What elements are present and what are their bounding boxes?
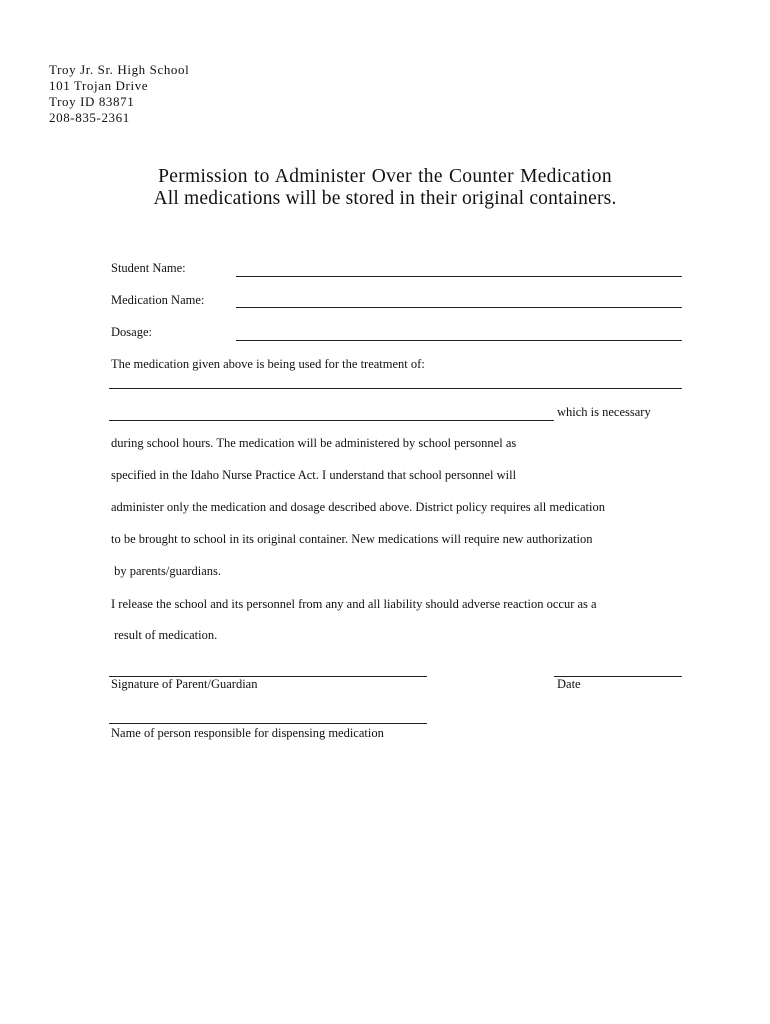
dispenser-line[interactable]: [109, 723, 427, 724]
treatment-line-2[interactable]: [109, 420, 554, 421]
student-name-label: Student Name:: [111, 261, 186, 275]
parent-signature-label: Signature of Parent/Guardian: [111, 677, 258, 691]
school-street: 101 Trojan Drive: [49, 78, 149, 93]
body-line-2: specified in the Idaho Nurse Practice Act. I understand that school personnel will: [111, 468, 517, 482]
form-title: Permission to Administer Over the Counter Medication: [158, 166, 612, 187]
dosage-line[interactable]: [236, 340, 682, 341]
student-name-line[interactable]: [236, 276, 682, 277]
body-line-3: administer only the medication and dosage described above. District policy requires all medication: [111, 500, 605, 514]
school-phone: 208-835-2361: [49, 110, 130, 125]
medication-name-label: Medication Name:: [111, 293, 205, 307]
body-line-4: to be brought to school in its original container. New medications will require new authorization: [111, 532, 593, 546]
school-name: Troy Jr. Sr. High School: [49, 62, 190, 77]
dispenser-label: Name of person responsible for dispensing medication: [111, 726, 384, 740]
necessary-suffix: which is necessary: [557, 405, 651, 419]
medication-name-line[interactable]: [236, 307, 682, 308]
body-line-5: by parents/guardians.: [111, 564, 222, 578]
treatment-line-1[interactable]: [109, 388, 682, 389]
date-label: Date: [557, 677, 581, 691]
treatment-intro: The medication given above is being used for the treatment of:: [111, 357, 425, 371]
body-line-1: during school hours. The medication will be administered by school personnel as: [111, 436, 517, 450]
school-city-zip: Troy ID 83871: [49, 94, 135, 109]
body-line-7: result of medication.: [111, 628, 218, 642]
body-line-6: I release the school and its personnel from any and all liability should adverse reaction occur as a: [111, 597, 597, 611]
form-subtitle: All medications will be stored in their original containers.: [153, 188, 617, 209]
dosage-label: Dosage:: [111, 325, 152, 339]
